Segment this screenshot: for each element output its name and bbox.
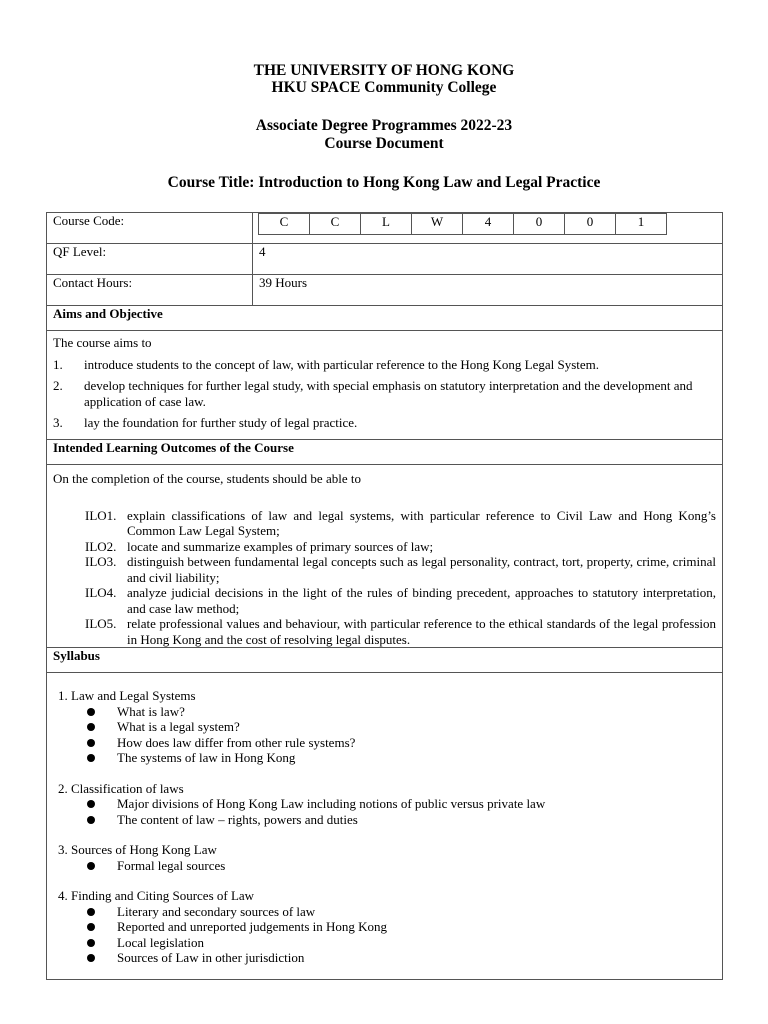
syllabus-item-text: Local legislation xyxy=(117,934,205,950)
course-code-char: 4 xyxy=(463,214,514,235)
aims-intro: The course aims to xyxy=(53,335,152,350)
contact-hours-value: 39 Hours xyxy=(253,275,723,306)
aims-item xyxy=(53,378,716,409)
syllabus-item-text: What is a legal system? xyxy=(117,719,240,734)
college-name: HKU SPACE Community College xyxy=(271,79,497,96)
syllabus-item-text: Formal legal sources xyxy=(117,857,226,873)
ilo-item-number: ILO3. xyxy=(85,554,117,569)
aims-heading: Aims and Objective xyxy=(47,306,723,331)
syllabus-item-text: Sources of Law in other jurisdiction xyxy=(117,950,305,965)
course-document-table xyxy=(46,212,723,980)
ilo-item xyxy=(53,585,716,616)
ilo-item-number: ILO2. xyxy=(85,538,117,554)
course-code-char: C xyxy=(259,214,310,235)
syllabus-item xyxy=(53,950,716,966)
syllabus-body xyxy=(47,673,723,980)
bullet-icon xyxy=(87,816,95,824)
syllabus-section-title: 1. Law and Legal Systems xyxy=(58,688,196,703)
bullet-icon xyxy=(87,908,95,916)
aims-list xyxy=(53,357,716,431)
syllabus-item xyxy=(53,919,716,935)
bullet-icon xyxy=(87,754,95,762)
syllabus-item xyxy=(53,796,716,812)
ilo-item xyxy=(53,554,716,585)
bullet-icon xyxy=(87,708,95,716)
bullet-icon xyxy=(87,800,95,808)
syllabus-item-text: What is law? xyxy=(117,703,185,719)
syllabus-section-list xyxy=(53,904,716,966)
ilo-item-text: locate and summarize examples of primary sources of law; xyxy=(127,538,434,554)
university-name: THE UNIVERSITY OF HONG KONG xyxy=(253,62,515,79)
syllabus-section-list xyxy=(53,858,716,874)
syllabus-item xyxy=(53,704,716,720)
bullet-icon xyxy=(87,723,95,731)
syllabus-item xyxy=(53,858,716,874)
bullet-icon xyxy=(87,862,95,870)
course-code-boxes xyxy=(258,213,667,235)
course-code-char: 1 xyxy=(616,214,667,235)
qf-level-row xyxy=(47,244,723,275)
qf-level-value: 4 xyxy=(253,244,723,275)
ilo-heading-row xyxy=(47,440,723,465)
syllabus-item-text: The content of law – rights, powers and duties xyxy=(117,811,358,827)
aims-body xyxy=(47,331,723,440)
syllabus-heading-row xyxy=(47,648,723,673)
document-type: Course Document xyxy=(324,135,444,152)
bullet-icon xyxy=(87,939,95,947)
ilo-item-text: explain classifications of law and legal systems, with particular reference to Civil Law and Hong Kong’s Common Law Legal System; xyxy=(127,507,716,538)
course-code-cell xyxy=(253,213,723,244)
syllabus-item xyxy=(53,904,716,920)
syllabus-item-text: How does law differ from other rule systems? xyxy=(117,734,356,750)
ilo-item-text: relate professional values and behaviour, with particular reference to the ethical standards of the legal profession in Hong Kong and the cost of resolving legal disputes. xyxy=(127,616,716,647)
aims-item xyxy=(53,357,716,373)
syllabus-body-row xyxy=(47,673,723,980)
aims-body-row xyxy=(47,331,723,440)
programme-title: Associate Degree Programmes 2022-23 xyxy=(255,117,513,134)
ilo-intro: On the completion of the course, students should be able to xyxy=(53,471,361,486)
course-code-char: W xyxy=(412,214,463,235)
aims-item-text: introduce students to the concept of law, with particular reference to the Hong Kong Legal System. xyxy=(84,356,600,372)
ilo-body xyxy=(47,465,723,648)
contact-hours-row xyxy=(47,275,723,306)
syllabus-item xyxy=(53,735,716,751)
syllabus-item-text: The systems of law in Hong Kong xyxy=(117,750,296,765)
syllabus-section-title: 4. Finding and Citing Sources of Law xyxy=(58,888,255,903)
syllabus-item xyxy=(53,812,716,828)
aims-item-number: 1. xyxy=(53,356,63,372)
syllabus-item-text: Literary and secondary sources of law xyxy=(117,903,316,919)
syllabus-section-title: 2. Classification of laws xyxy=(58,780,184,796)
syllabus-section-title: 3. Sources of Hong Kong Law xyxy=(58,842,217,857)
contact-hours-label: Contact Hours: xyxy=(47,275,253,306)
bullet-icon xyxy=(87,739,95,747)
syllabus-heading: Syllabus xyxy=(47,648,723,673)
bullet-icon xyxy=(87,954,95,962)
course-code-label: Course Code: xyxy=(47,213,253,244)
ilo-item-number: ILO4. xyxy=(85,585,117,600)
ilo-item xyxy=(53,539,716,555)
syllabus-item xyxy=(53,750,716,766)
syllabus-section-list xyxy=(53,796,716,827)
syllabus-item xyxy=(53,935,716,951)
course-title: Course Title: Introduction to Hong Kong Law and Legal Practice xyxy=(167,174,601,191)
ilo-item-text: distinguish between fundamental legal concepts such as legal personality, contract, tort, property, crime, criminal and civil liability; xyxy=(127,554,716,585)
aims-item-text: develop techniques for further legal study, with special emphasis on statutory interpretation and the development and application of case law. xyxy=(84,378,693,409)
aims-item-number: 3. xyxy=(53,415,63,430)
syllabus-item-text: Reported and unreported judgements in Hong Kong xyxy=(117,919,388,934)
bullet-icon xyxy=(87,923,95,931)
syllabus-item xyxy=(53,719,716,735)
course-code-char: L xyxy=(361,214,412,235)
aims-heading-row xyxy=(47,306,723,331)
syllabus-item-text: Major divisions of Hong Kong Law including notions of public versus private law xyxy=(117,796,546,811)
aims-item xyxy=(53,415,716,431)
course-code-row xyxy=(47,213,723,244)
course-code-char: C xyxy=(310,214,361,235)
ilo-heading: Intended Learning Outcomes of the Course xyxy=(47,440,723,465)
course-code-char: 0 xyxy=(565,214,616,235)
ilo-item-text: analyze judicial decisions in the light of the rules of binding precedent, approaches to statutory interpretation, and case law method; xyxy=(127,585,716,616)
ilo-item xyxy=(53,508,716,539)
ilo-item-number: ILO1. xyxy=(85,507,117,523)
aims-item-number: 2. xyxy=(53,378,63,393)
qf-level-label: QF Level: xyxy=(47,244,253,275)
course-code-char: 0 xyxy=(514,214,565,235)
syllabus-section-list xyxy=(53,704,716,766)
ilo-item xyxy=(53,616,716,647)
aims-item-text: lay the foundation for further study of legal practice. xyxy=(84,415,358,430)
ilo-item-number: ILO5. xyxy=(85,616,117,631)
ilo-body-row xyxy=(47,465,723,648)
